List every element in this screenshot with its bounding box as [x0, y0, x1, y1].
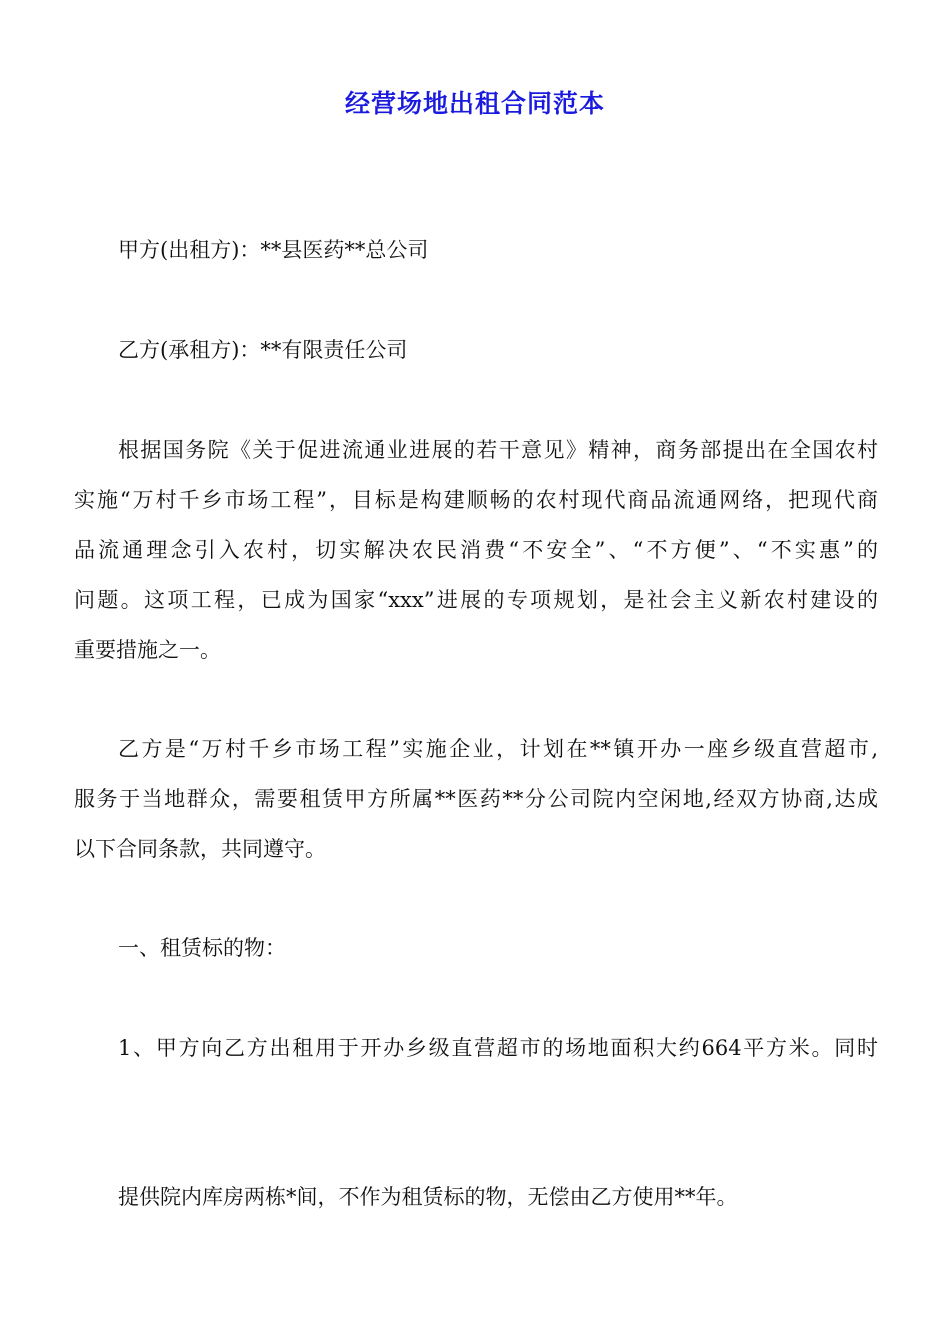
- party-a-line: 甲方(出租方)：**县医药**总公司: [118, 238, 429, 262]
- party-b-line: 乙方(承租方)：**有限责任公司: [118, 338, 408, 362]
- section-1-heading: 一、租赁标的物：: [118, 936, 286, 960]
- paragraph-2-line-1: 乙方是“万村千乡市场工程”实施企业，计划在**镇开办一座乡级直营超市,: [118, 737, 878, 761]
- paragraph-1-line-1: 根据国务院《关于促进流通业进展的若干意见》精神，商务部提出在全国农村: [118, 438, 878, 462]
- paragraph-1-line-5: 重要措施之一。: [74, 638, 221, 662]
- paragraph-2-line-2: 服务于当地群众，需要租赁甲方所属**医药**分公司院内空闲地,经双方协商,达成: [74, 787, 878, 811]
- paragraph-1-line-4: 问题。这项工程，已成为国家“xxx”进展的专项规划，是社会主义新农村建设的: [74, 588, 878, 612]
- paragraph-2-line-3: 以下合同条款，共同遵守。: [74, 837, 326, 861]
- item-1-line-2: 提供院内库房两栋*间，不作为租赁标的物，无偿由乙方使用**年。: [118, 1185, 738, 1209]
- paragraph-1-line-2: 实施“万村千乡市场工程”，目标是构建顺畅的农村现代商品流通网络，把现代商: [74, 488, 878, 512]
- paragraph-1-line-3: 品流通理念引入农村，切实解决农民消费“不安全”、“不方便”、“不实惠”的: [74, 538, 878, 562]
- document-title: 经营场地出租合同范本: [344, 89, 605, 118]
- item-1-line-1: 1、甲方向乙方出租用于开办乡级直营超市的场地面积大约664平方米。同时: [118, 1036, 878, 1060]
